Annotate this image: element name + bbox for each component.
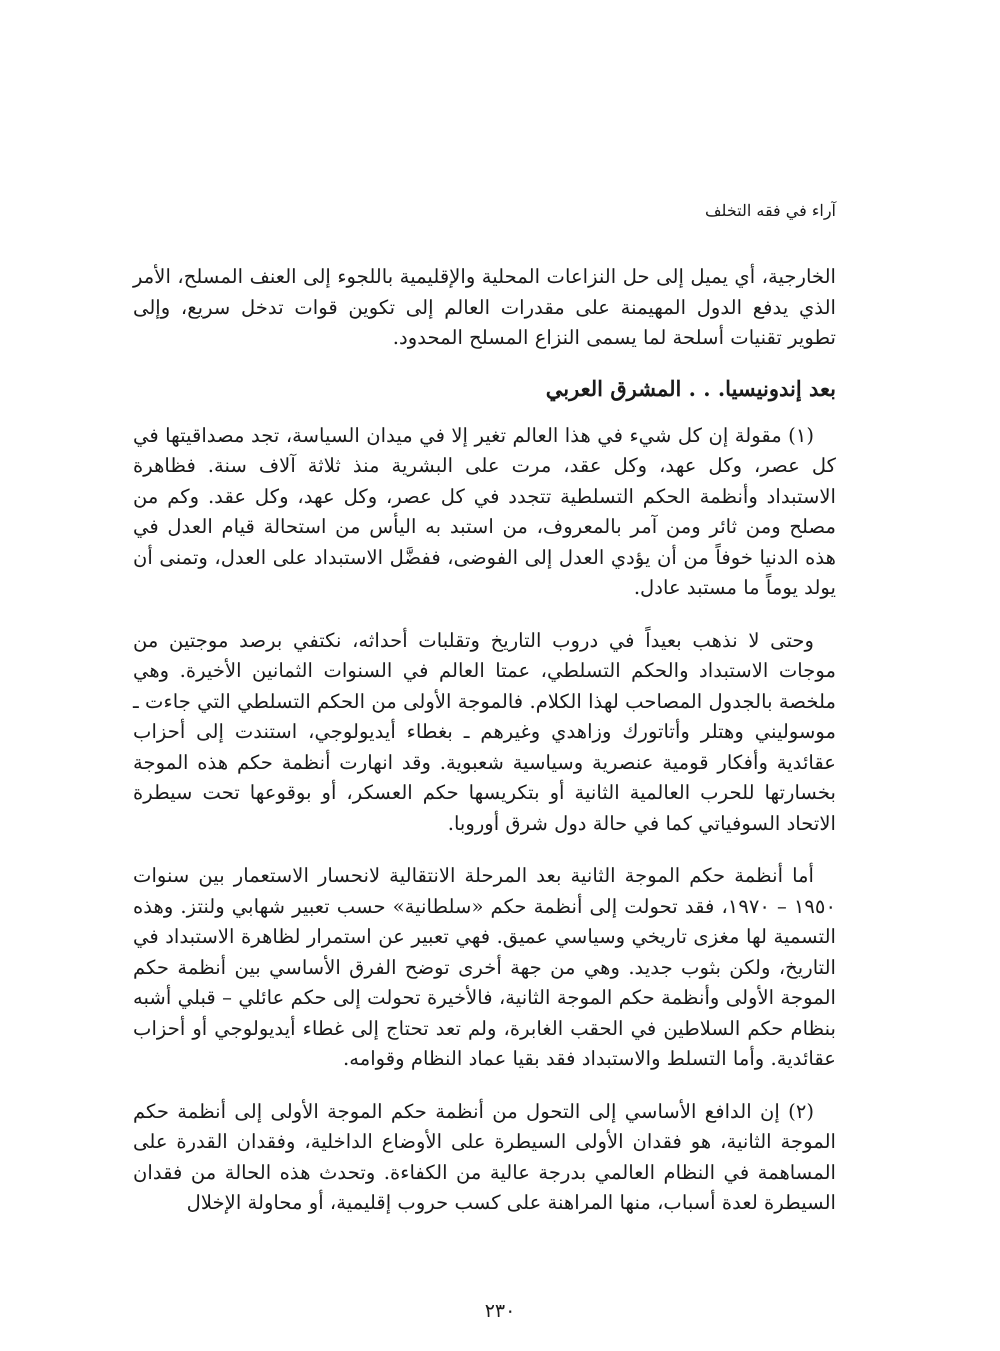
- running-header: آراء في فقه التخلف: [704, 201, 836, 220]
- paragraph-2: وحتى لا نذهب بعيداً في دروب التاريخ وتقلبات أحداثه، نكتفي برصد موجتين من موجات الاستبداد والحكم التسلطي، عمتا العالم في السنوات الثمانين الأخيرة. وهي ملخصة بالجدول المصاحب لهذا الكلام. فالموجة الأولى من الحكم التسلطي التي جاءت ـ موسوليني وهتلر وأتاتورك وزاهدي وغيرهم ـ بغطاء أيديولوجي، استندت إلى أحزاب عقائدية وأفكار قومية عنصرية وسياسية شعبوية. وقد انهارت أنظمة حكم هذه الموجة بخسارتها للحرب العالمية الثانية أو بتكريسها حكم العسكر، أو بوقوعها تحت سيطرة الاتحاد السوفياتي كما في حالة دول شرق أوروبا.: [133, 628, 836, 835]
- body-text: [133, 262, 836, 1219]
- paragraph-3: أما أنظمة حكم الموجة الثانية بعد المرحلة الانتقالية لانحسار الاستعمار بين سنوات ١٩٥٠ – ١٩٧٠، فقد تحولت إلى أنظمة حكم «سلطانية» حسب تعبير شهابي ولنتز. وهذه التسمية لها مغزى تاريخي وسياسي عميق. فهي تعبير عن استمرار لظاهرة الاستبداد في التاريخ، ولكن بثوب جديد. وهي من جهة أخرى توضح الفرق الأساسي بين أنظمة حكم الموجة الأولى وأنظمة حكم الموجة الثانية، فالأخيرة تحولت إلى حكم عائلي – قبلي أشبه بنظام حكم السلاطين في الحقب الغابرة، ولم تعد تحتاج إلى غطاء أيديولوجي أو أحزاب عقائدية. وأما التسلط والاستبداد فقد بقيا عماد النظام وقوامه.: [133, 864, 836, 1070]
- page-number: ٢٣٠: [484, 1300, 516, 1322]
- paragraph-continuation: الخارجية، أي يميل إلى حل النزاعات المحلية والإقليمية باللجوء إلى العنف المسلح، الأمر الذي يدفع الدول المهيمنة على مقدرات العالم إلى تكوين قوات تدخل سريع، وإلى تطوير تقنيات أسلحة لما يسمى النزاع المسلح المحدود.: [133, 265, 836, 349]
- paragraph-1: (١) مقولة إن كل شيء في هذا العالم تغير إلا في ميدان السياسة، تجد مصداقيتها في كل عصر، وكل عهد، وكل عقد، مرت على البشرية منذ ثلاثة آلاف سنة. فظاهرة الاستبداد وأنظمة الحكم التسلطية تتجدد في كل عصر، وكل عهد، وكل عقد. وكم من مصلح ومن ثائر ومن آمر بالمعروف، من استبد به اليأس من استحالة قيام العدل في هذه الدنيا خوفاً من أن يؤدي العدل إلى الفوضى، ففضَّل الاستبداد على العدل، وتمنى أن يولد يوماً ما مستبد عادل.: [133, 423, 836, 599]
- paragraph-4: (٢) إن الدافع الأساسي إلى التحول من أنظمة حكم الموجة الأولى إلى أنظمة حكم الموجة الثانية، هو فقدان الأولى السيطرة على الأوضاع الداخلية، وفقدان القدرة على المساهمة في النظام العالمي بدرجة عالية من الكفاءة. وتحدث هذه الحالة من فقدان السيطرة لعدة أسباب، منها المراهنة على كسب حروب إقليمية، أو محاولة الإخلال: [133, 1099, 836, 1214]
- section-heading: بعد إندونيسيا. . . المشرق العربي: [545, 375, 836, 401]
